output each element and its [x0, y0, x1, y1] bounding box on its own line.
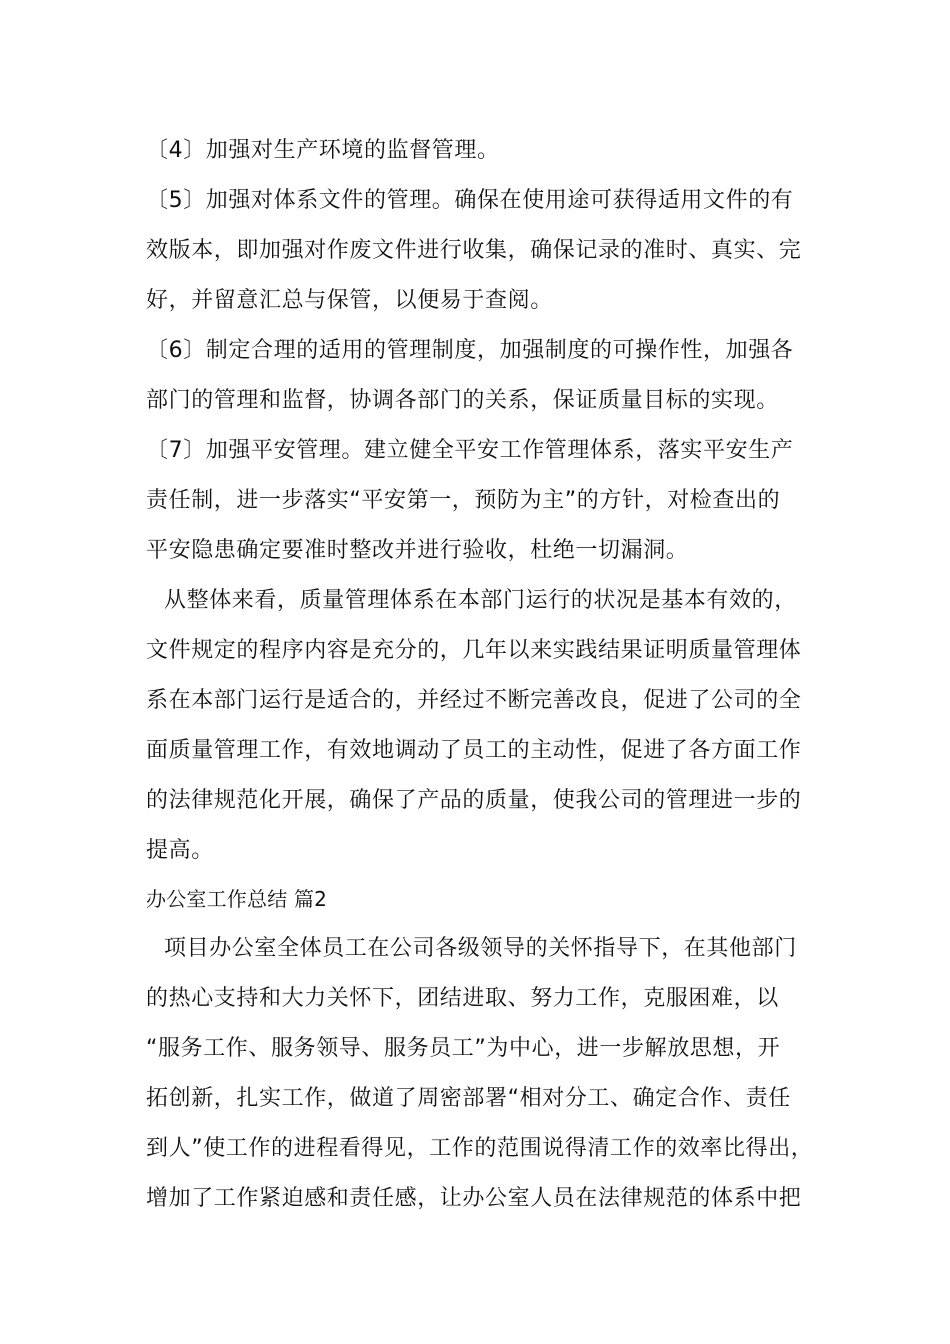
- paragraph-line: 文件规定的程序内容是充分的，几年以来实践结果证明质量管理体: [146, 638, 802, 663]
- paragraph-line: 项目办公室全体员工在公司各级领导的关怀指导下，在其他部门: [164, 936, 797, 961]
- paragraph-line: 〔7〕加强平安管理。建立健全平安工作管理体系，落实平安生产: [146, 438, 794, 463]
- paragraph-line: 平安隐患确定要准时整改并进行验收，杜绝一切漏洞。: [146, 538, 689, 563]
- paragraph-line: 提高。: [146, 838, 214, 863]
- paragraph-line: 的法律规范化开展，确保了产品的质量，使我公司的管理进一步的: [146, 788, 802, 813]
- paragraph-line: 面质量管理工作，有效地调动了员工的主动性，促进了各方面工作: [146, 738, 802, 763]
- paragraph-line: 拓创新，扎实工作，做道了周密部署“相对分工、确定合作、责任: [146, 1086, 791, 1111]
- paragraph-line: 〔5〕加强对体系文件的管理。确保在使用途可获得适用文件的有: [146, 188, 794, 213]
- paragraph-line: 好，并留意汇总与保管，以便易于查阅。: [146, 288, 553, 313]
- paragraph-line: 到人”使工作的进程看得见，工作的范围说得清工作的效率比得出，: [146, 1136, 814, 1161]
- paragraph-line: 的热心支持和大力关怀下，团结进取、努力工作，克服困难，以: [146, 986, 779, 1011]
- paragraph-line: 〔6〕制定合理的适用的管理制度，加强制度的可操作性，加强各: [146, 338, 794, 363]
- paragraph-line: 部门的管理和监督，协调各部门的关系，保证质量目标的实现。: [146, 388, 779, 413]
- section-heading: 办公室工作总结 篇2: [146, 887, 328, 911]
- paragraph-line: 从整体来看，质量管理体系在本部门运行的状况是基本有效的，: [164, 588, 797, 613]
- paragraph-line: 增加了工作紧迫感和责任感，让办公室人员在法律规范的体系中把: [146, 1186, 802, 1211]
- paragraph-line: 责任制，进一步落实“平安第一，预防为主”的方针，对检查出的: [146, 488, 781, 513]
- paragraph-line: “服务工作、服务领导、服务员工”为中心，进一步解放思想，开: [146, 1036, 781, 1061]
- paragraph-line: 效版本，即加强对作废文件进行收集，确保记录的准时、真实、完: [146, 238, 802, 263]
- paragraph-line: 〔4〕加强对生产环境的监督管理。: [146, 138, 500, 163]
- paragraph-line: 系在本部门运行是适合的，并经过不断完善改良，促进了公司的全: [146, 688, 802, 713]
